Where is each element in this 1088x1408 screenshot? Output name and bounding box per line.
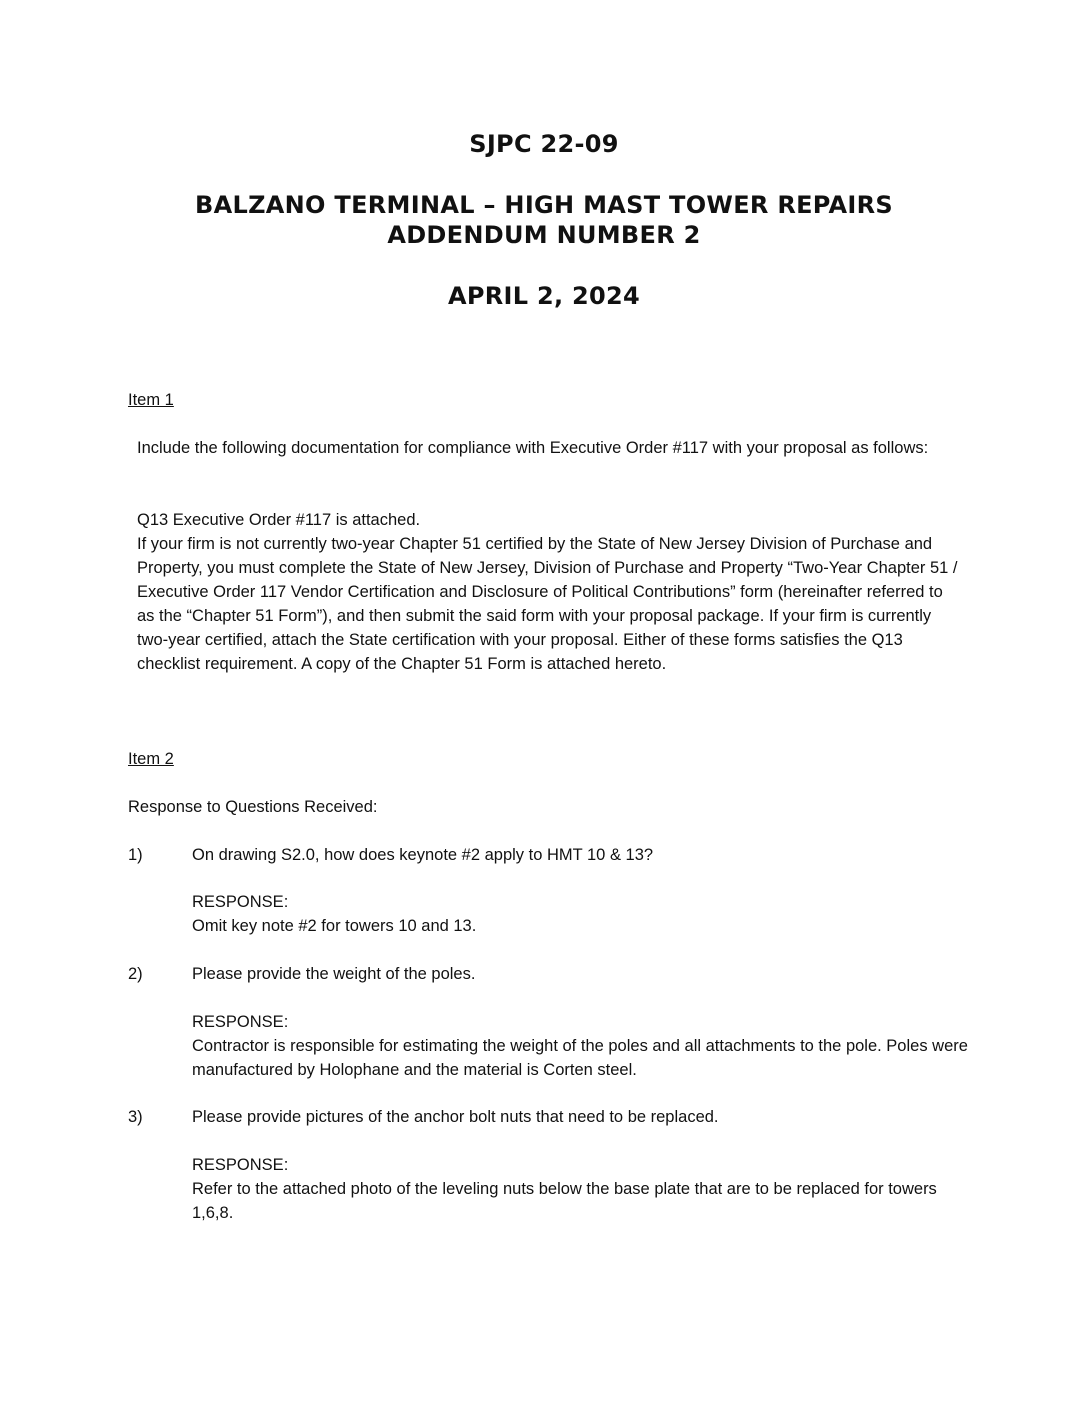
document-title: BALZANO TERMINAL – HIGH MAST TOWER REPAIRS [195,191,893,219]
item1-intro: Include the following documentation for compliance with Executive Order #117 with your proposal as follows: [137,439,929,457]
item1-details: If your firm is not currently two-year Chapter 51 certified by the State of New Jersey Division of Purchase and Property, you must complete the State of New Jersey, Division of Purchase and Property “Two-Year Chapter 51 / Executive Order 117 Vendor Certification and Disclosure of Political Contributions” form (hereinafter referred to as the “Chapter 51 Form”), and then submit the said form with your proposal package. If your firm is currently two-year certified, attach the State certification with your proposal. Either of these forms satisfies the Q13 checklist requirement. A copy of the Chapter 51 Form is attached hereto. [137,535,958,673]
response-text: Refer to the attached photo of the leveling nuts below the base plate that are to be replaced for towers 1,6,8. [192,1180,937,1222]
item2-intro: Response to Questions Received: [128,798,378,816]
document-date: APRIL 2, 2024 [447,282,641,310]
question-text: Please provide pictures of the anchor bolt nuts that need to be replaced. [192,1108,719,1126]
item2-heading: Item 2 [128,750,174,768]
addendum-number: ADDENDUM NUMBER 2 [387,221,701,249]
response-label: RESPONSE: [192,893,289,911]
item1-heading: Item 1 [128,391,174,409]
question-number: 2) [128,965,143,983]
question-number: 3) [128,1108,143,1126]
response-text: Omit key note #2 for towers 10 and 13. [192,917,477,935]
response-label: RESPONSE: [192,1013,289,1031]
question-number: 1) [128,846,143,864]
question-text: Please provide the weight of the poles. [192,965,476,983]
item1-q13: Q13 Executive Order #117 is attached. [137,511,421,529]
question-text: On drawing S2.0, how does keynote #2 apply to HMT 10 & 13? [192,846,654,864]
response-label: RESPONSE: [192,1156,289,1174]
contract-number: SJPC 22-09 [469,130,619,158]
response-text: Contractor is responsible for estimating the weight of the poles and all attachments to the pole. Poles were manufactured by Holophane and the material is Corten steel. [192,1037,968,1079]
